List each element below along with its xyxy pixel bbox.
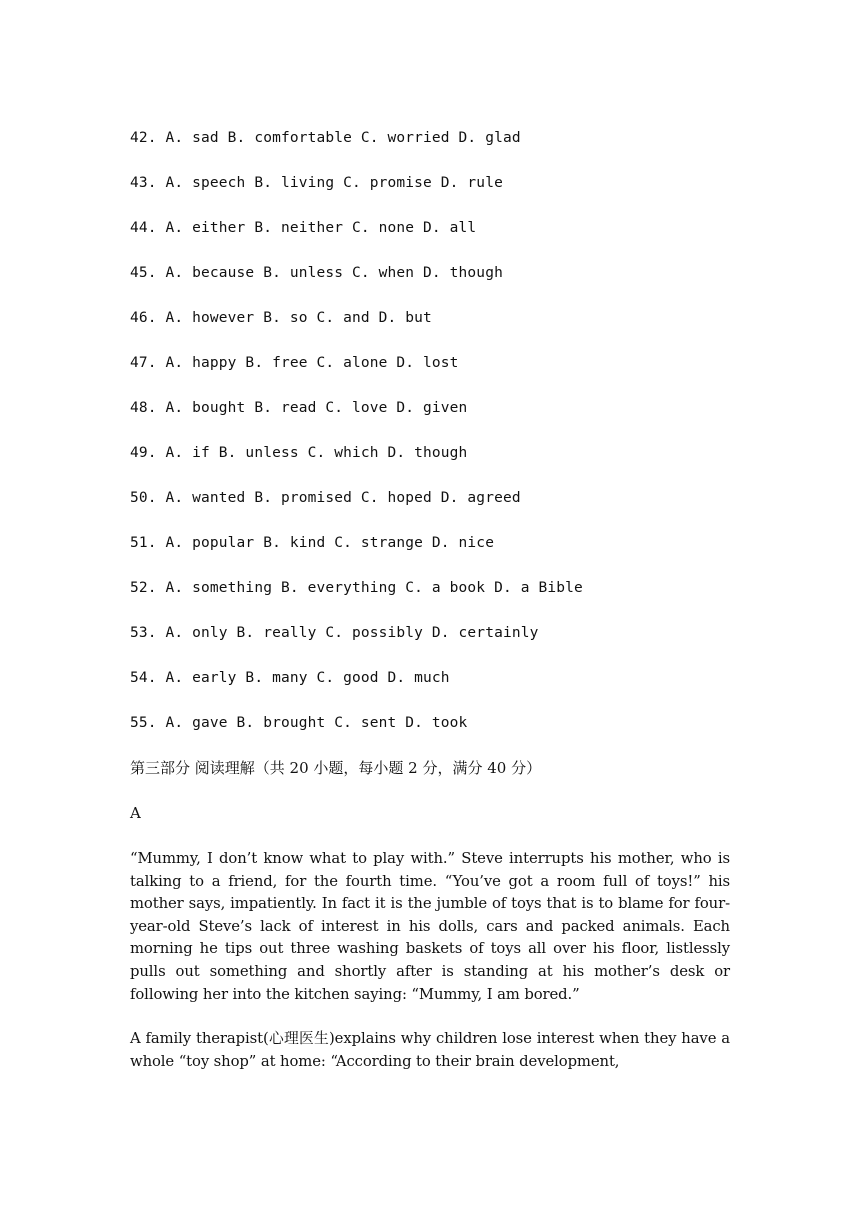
question-47-options: 47. A. happy B. free C. alone D. lost — [130, 355, 459, 371]
passage-label: A — [130, 804, 141, 822]
question-44-options: 44. A. either B. neither C. none D. all — [130, 220, 477, 236]
document-page — [130, 128, 730, 1095]
passage-paragraph-1: “Mummy, I don’t know what to play with.” Steve interrupts his mother, who is talking to a friend, for the fourth time. “You’ve got a room full of toys!” his mother says, impatiently. In fact it is the jumble of toys that is to blame for four-year-old Steve’s lack of interest in his dolls, cars and packed animals. Each morning he tips out three washing baskets of toys all over his floor, listlessly pulls out something and shortly after is standing at his mother’s desk or following her into the kitchen saying: “Mummy, I am bored.” — [130, 850, 730, 1003]
question-46-options: 46. A. however B. so C. and D. but — [130, 310, 432, 326]
section-heading: 第三部分 阅读理解（共 20 小题，每小题 2 分，满分 40 分） — [130, 759, 542, 777]
cloze-options-list — [130, 128, 730, 758]
question-50-options: 50. A. wanted B. promised C. hoped D. agreed — [130, 490, 521, 506]
question-52-options: 52. A. something B. everything C. a book D. a Bible — [130, 580, 583, 596]
question-54-options: 54. A. early B. many C. good D. much — [130, 670, 450, 686]
passage-paragraph-2: A family therapist(心理医生)explains why children lose interest when they have a whole “toy shop” at home: “According to their brain development, — [130, 1030, 730, 1070]
question-55-options: 55. A. gave B. brought C. sent D. took — [130, 715, 468, 731]
question-48-options: 48. A. bought B. read C. love D. given — [130, 400, 468, 416]
question-42-options: 42. A. sad B. comfortable C. worried D. glad — [130, 130, 521, 146]
question-51-options: 51. A. popular B. kind C. strange D. nice — [130, 535, 495, 551]
question-53-options: 53. A. only B. really C. possibly D. certainly — [130, 625, 539, 641]
question-43-options: 43. A. speech B. living C. promise D. rule — [130, 175, 503, 191]
question-49-options: 49. A. if B. unless C. which D. though — [130, 445, 468, 461]
question-45-options: 45. A. because B. unless C. when D. though — [130, 265, 503, 281]
